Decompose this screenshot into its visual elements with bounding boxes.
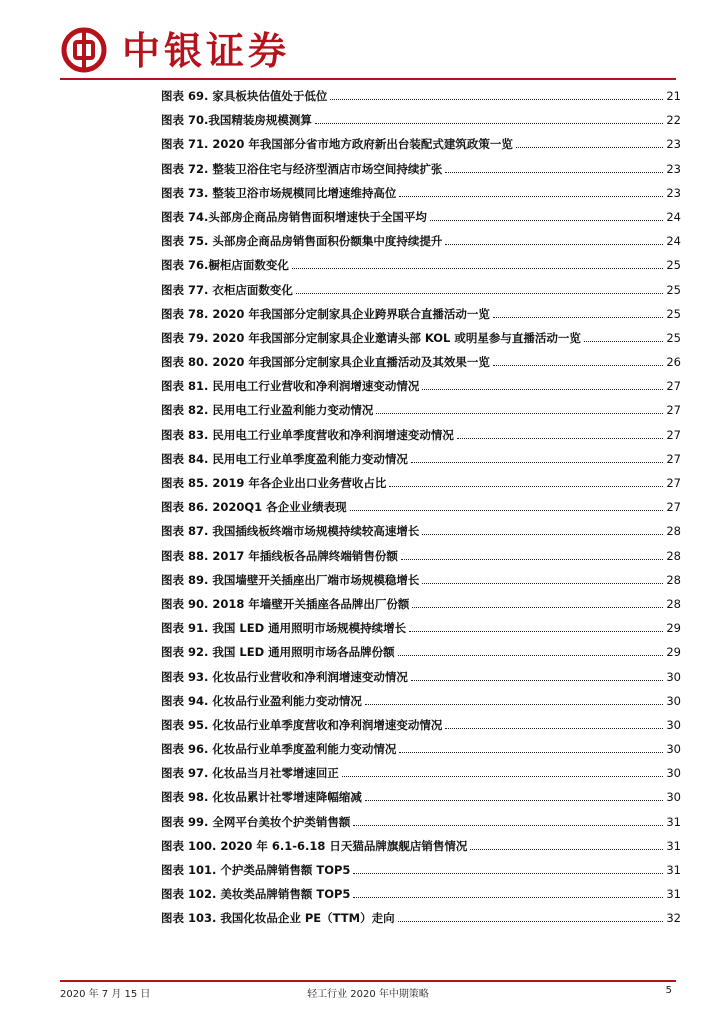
- footer-page-number: 5: [665, 985, 672, 996]
- toc-leader-dots: [353, 825, 663, 826]
- toc-leader-dots: [353, 873, 663, 874]
- header-divider: [60, 78, 676, 80]
- toc-leader-dots: [376, 413, 663, 414]
- toc-entry[interactable]: [161, 838, 681, 862]
- toc-entry-title: 图表 99. 全网平台美妆个护类销售额: [161, 814, 351, 829]
- toc-entry[interactable]: [161, 161, 681, 185]
- toc-entry-title: 图表 69. 家具板块估值处于低位: [161, 89, 328, 103]
- toc-leader-dots: [330, 99, 663, 100]
- toc-entry[interactable]: [161, 282, 681, 306]
- toc-entry-page: 30: [666, 742, 681, 757]
- toc-leader-dots: [315, 123, 663, 124]
- toc-entry-title: 图表 82. 民用电工行业盈利能力变动情况: [161, 403, 374, 418]
- toc-entry[interactable]: [161, 209, 681, 233]
- toc-leader-dots: [389, 486, 663, 487]
- toc-entry-title: 图表 88. 2017 年插线板各品牌终端销售份额: [161, 548, 398, 563]
- toc-entry[interactable]: [161, 451, 681, 475]
- toc-entry-page: 30: [666, 790, 681, 805]
- toc-entry[interactable]: [161, 402, 681, 426]
- toc-entry-page: 24: [666, 209, 681, 224]
- toc-entry[interactable]: [161, 378, 681, 402]
- toc-entry-page: 28: [666, 548, 681, 563]
- toc-leader-dots: [411, 680, 663, 681]
- toc-entry-title: 图表 93. 化妆品行业营收和净利润增速变动情况: [161, 669, 408, 684]
- toc-entry-page: 27: [666, 476, 681, 490]
- toc-leader-dots: [445, 172, 663, 173]
- page-footer: [60, 985, 676, 1001]
- toc-entry-title: 图表 96. 化妆品行业单季度盈利能力变动情况: [161, 742, 397, 757]
- toc-entry[interactable]: [161, 693, 681, 717]
- toc-entry-title: 图表 86. 2020Q1 各企业业绩表现: [161, 500, 347, 515]
- toc-entry-title: 图表 72. 整装卫浴住宅与经济型酒店市场空间持续扩张: [161, 161, 443, 176]
- toc-entry[interactable]: [161, 257, 681, 281]
- toc-leader-dots: [445, 728, 663, 729]
- toc-entry-title: 图表 71. 2020 年我国部分省市地方政府新出台装配式建筑政策一览: [161, 137, 513, 152]
- toc-leader-dots: [365, 704, 663, 705]
- toc-leader-dots: [365, 800, 663, 801]
- toc-entry[interactable]: [161, 572, 681, 596]
- toc-entry[interactable]: [161, 596, 681, 620]
- toc-entry-title: 图表 90. 2018 年墙壁开关插座各品牌出厂份额: [161, 596, 410, 611]
- toc-entry-page: 30: [666, 669, 681, 684]
- toc-leader-dots: [493, 365, 663, 366]
- toc-entry-page: 23: [666, 185, 681, 200]
- toc-leader-dots: [398, 655, 664, 656]
- toc-leader-dots: [292, 268, 663, 269]
- toc-entry[interactable]: [161, 112, 681, 136]
- toc-entry-page: 31: [666, 887, 681, 902]
- toc-entry[interactable]: [161, 862, 681, 886]
- toc-entry[interactable]: [161, 910, 681, 934]
- toc-entry-title: 图表 84. 民用电工行业单季度盈利能力变动情况: [161, 451, 408, 466]
- toc-entry-page: 30: [666, 693, 681, 708]
- toc-entry-page: 29: [666, 645, 681, 660]
- toc-entry[interactable]: [161, 136, 681, 160]
- toc-leader-dots: [353, 897, 663, 898]
- toc-leader-dots: [584, 341, 663, 342]
- toc-entry-title: 图表 79. 2020 年我国部分定制家具企业邀请头部 KOL 或明星参与直播活动一览: [161, 330, 581, 345]
- toc-entry-page: 27: [666, 451, 681, 466]
- footer-divider: [60, 980, 676, 982]
- toc-entry-title: 图表 75. 头部房企商品房销售面积份额集中度持续提升: [161, 234, 443, 249]
- toc-entry-title: 图表 98. 化妆品累计社零增速降幅缩减: [161, 790, 362, 805]
- toc-entry[interactable]: [161, 185, 681, 209]
- toc-leader-dots: [342, 776, 663, 777]
- toc-entry-title: 图表 76.橱柜店面数变化: [161, 258, 289, 273]
- toc-leader-dots: [399, 752, 663, 753]
- toc-entry[interactable]: [161, 306, 681, 330]
- toc-leader-dots: [516, 147, 663, 148]
- toc-entry-page: 27: [666, 379, 681, 394]
- toc-leader-dots: [296, 293, 663, 294]
- toc-entry[interactable]: [161, 741, 681, 765]
- toc-entry-title: 图表 103. 我国化妆品企业 PE（TTM）走向: [161, 911, 395, 926]
- toc-entry[interactable]: [161, 886, 681, 910]
- toc-entry-title: 图表 91. 我国 LED 通用照明市场规模持续增长: [161, 621, 407, 636]
- toc-leader-dots: [399, 196, 663, 197]
- page-header: [60, 26, 676, 76]
- toc-entry-page: 30: [666, 717, 681, 732]
- toc-entry-page: 24: [666, 234, 681, 249]
- toc-entry-page: 22: [666, 113, 681, 128]
- toc-entry-title: 图表 102. 美妆类品牌销售额 TOP5: [161, 887, 351, 902]
- toc-entry[interactable]: [161, 644, 681, 668]
- toc-entry-title: 图表 74.头部房企商品房销售面积增速快于全国平均: [161, 209, 427, 224]
- toc-entry-title: 图表 77. 衣柜店面数变化: [161, 282, 293, 297]
- toc-entry-page: 32: [666, 911, 681, 926]
- toc-entry-page: 25: [666, 330, 681, 345]
- toc-entry[interactable]: [161, 233, 681, 257]
- toc-leader-dots: [409, 631, 663, 632]
- toc-entry-title: 图表 89. 我国墙壁开关插座出厂端市场规模稳增长: [161, 572, 420, 587]
- toc-leader-dots: [350, 510, 664, 511]
- toc-entry-page: 23: [666, 137, 681, 152]
- footer-report-title: 轻工行业 2020 年中期策略: [307, 989, 429, 1000]
- toc-entry[interactable]: [161, 427, 681, 451]
- toc-leader-dots: [412, 607, 663, 608]
- toc-leader-dots: [422, 534, 663, 535]
- toc-entry-title: 图表 80. 2020 年我国部分定制家具企业直播活动及其效果一览: [161, 355, 490, 370]
- toc-entry-page: 27: [666, 427, 681, 442]
- toc-entry-page: 28: [666, 572, 681, 587]
- toc-leader-dots: [457, 438, 663, 439]
- toc-entry-page: 23: [666, 161, 681, 176]
- toc-entry-title: 图表 70.我国精装房规模测算: [161, 113, 312, 128]
- toc-leader-dots: [470, 849, 663, 850]
- toc-entry[interactable]: [161, 814, 681, 838]
- toc-entry[interactable]: [161, 717, 681, 741]
- toc-leader-dots: [422, 389, 663, 390]
- toc-entry-title: 图表 85. 2019 年各企业出口业务营收占比: [161, 476, 387, 490]
- toc-entry[interactable]: [161, 789, 681, 813]
- toc-entry-title: 图表 92. 我国 LED 通用照明市场各品牌份额: [161, 645, 395, 660]
- toc-leader-dots: [411, 462, 663, 463]
- toc-leader-dots: [422, 583, 663, 584]
- toc-entry[interactable]: [161, 330, 681, 354]
- toc-entry[interactable]: [161, 669, 681, 693]
- toc-entry[interactable]: [161, 499, 681, 523]
- toc-entry-page: 30: [666, 766, 681, 781]
- toc-leader-dots: [430, 220, 663, 221]
- toc-entry[interactable]: [161, 88, 681, 112]
- toc-entry[interactable]: [161, 475, 681, 499]
- toc-entry-page: 27: [666, 403, 681, 418]
- bank-of-china-logo-icon: [60, 26, 108, 74]
- toc-entry-title: 图表 94. 化妆品行业盈利能力变动情况: [161, 693, 362, 708]
- toc-entry[interactable]: [161, 548, 681, 572]
- toc-entry-page: 29: [666, 621, 681, 636]
- toc-entry-page: 26: [666, 355, 681, 370]
- toc-entry-page: 31: [666, 814, 681, 829]
- toc-entry-page: 21: [666, 89, 681, 103]
- toc-entry-page: 25: [666, 282, 681, 297]
- toc-leader-dots: [398, 921, 664, 922]
- footer-date: 2020 年 7 月 15 日: [60, 989, 151, 1000]
- toc-entry-title: 图表 100. 2020 年 6.1-6.18 日天猫品牌旗舰店销售情况: [161, 838, 468, 853]
- toc-entry-title: 图表 95. 化妆品行业单季度营收和净利润增速变动情况: [161, 717, 443, 732]
- toc-entry-title: 图表 78. 2020 年我国部分定制家具企业跨界联合直播活动一览: [161, 306, 490, 321]
- toc-entry-page: 27: [666, 500, 681, 515]
- brand-name: 中银证券: [122, 28, 291, 73]
- toc-entry-title: 图表 101. 个护类品牌销售额 TOP5: [161, 863, 351, 877]
- toc-entry[interactable]: [161, 523, 681, 547]
- toc-entry[interactable]: [161, 620, 681, 644]
- toc-entry-page: 31: [666, 863, 681, 877]
- toc-entry-title: 图表 97. 化妆品当月社零增速回正: [161, 766, 339, 781]
- toc-leader-dots: [401, 559, 663, 560]
- toc-leader-dots: [445, 244, 663, 245]
- toc-leader-dots: [493, 317, 663, 318]
- toc-entry-title: 图表 73. 整装卫浴市场规模同比增速维持高位: [161, 185, 397, 200]
- toc-entry[interactable]: [161, 765, 681, 789]
- toc-entry-title: 图表 81. 民用电工行业营收和净利润增速变动情况: [161, 379, 420, 394]
- toc-entry-title: 图表 87. 我国插线板终端市场规模持续较高速增长: [161, 524, 420, 539]
- toc-entry-page: 28: [666, 596, 681, 611]
- toc-entry-page: 31: [666, 838, 681, 853]
- toc-entry-page: 28: [666, 524, 681, 539]
- table-of-figures: [161, 88, 681, 935]
- toc-entry-title: 图表 83. 民用电工行业单季度营收和净利润增速变动情况: [161, 427, 454, 442]
- toc-entry-page: 25: [666, 258, 681, 273]
- toc-entry[interactable]: [161, 354, 681, 378]
- toc-entry-page: 25: [666, 306, 681, 321]
